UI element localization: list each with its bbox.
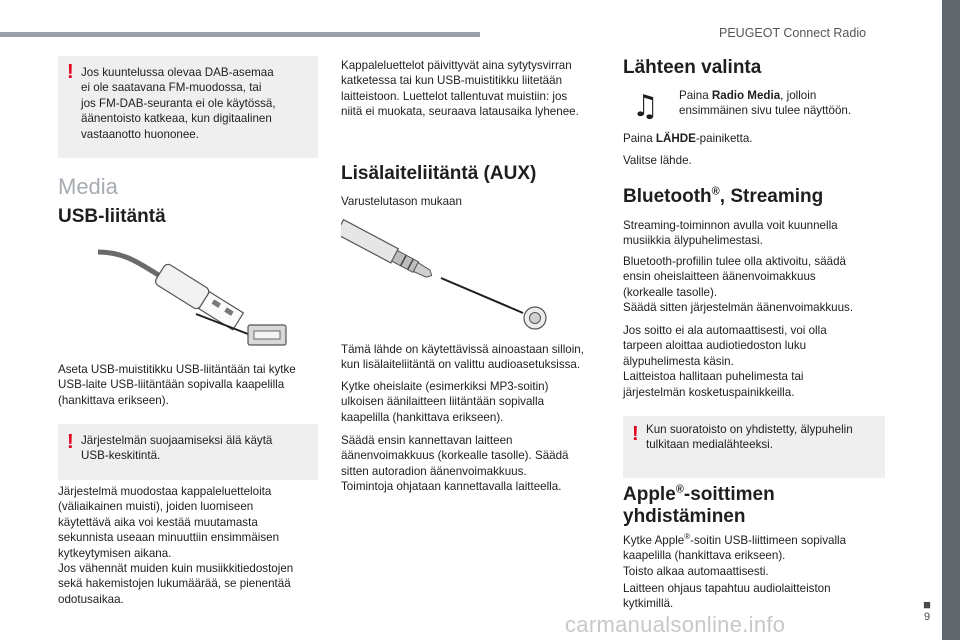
aux-source-note: Tämä lähde on käytettävissä ainoastaan silloin, kun lisälaiteliitäntä on valittu audioasetuksissa. [341, 343, 584, 372]
page-number: ■ 9 [923, 597, 931, 623]
usb-instruction: Aseta USB-muistitikku USB-liitäntään tai kytke USB-laite USB-liitäntään sopivalla kaapelilla (hankittava erikseen). [58, 363, 296, 407]
warning-text-usb-hub: Järjestelmän suojaamiseksi älä käytä USB-keskitintä. [81, 434, 273, 463]
bluetooth-intro: Streaming-toiminnon avulla voit kuunnella musiikkia älypuhelimestasi. [623, 219, 838, 248]
aux-volume-text: Säädä ensin kannettavan laitteen äänenvoimakkuus (korkealle tasolle). Säädä sitten autoradion äänenvoimakkuus. Toimintoja ohjataan kannettavalla laitteella. [341, 434, 569, 494]
usb-connector-illustration [98, 242, 294, 346]
warning-text-streaming: Kun suoratoisto on yhdistetty, älypuhelin tulkitaan medialähteeksi. [646, 423, 853, 452]
watermark: carmanualsonline.info [565, 612, 786, 637]
aux-availability: Varustelutason mukaan [341, 195, 462, 208]
music-note-icon: ♫ [632, 89, 659, 124]
warning-box-streaming [623, 416, 885, 478]
apple-connect-text: Kytke Apple®-soitin USB-liittimeen sopivalla kaapelilla (hankittava erikseen). Toisto alkaa automaattisesti. [623, 532, 847, 578]
warning-box-dab [58, 56, 318, 158]
warning-icon: ! [67, 61, 74, 83]
apple-control-text: Laitteen ohjaus tapahtuu audiolaitteiston kytkimillä. [623, 582, 831, 611]
aux-jack-illustration [341, 216, 551, 338]
page-side-tab [942, 0, 960, 640]
aux-connect-text: Kytke oheislaite (esimerkiksi MP3-soitin) ulkoisen äänilaitteen liitäntään sopivalla kaapelilla (hankittava erikseen). [341, 380, 549, 424]
bluetooth-profile-text: Bluetooth-profiilin tulee olla aktivoitu, säädä ensin oheislaitteen äänenvoimakkuus (korkealle tasolle). Säädä sitten järjestelmän äänenvoimakkuus. [623, 255, 854, 315]
heading-aux: Lisälaiteliitäntä (AUX) [341, 163, 537, 184]
heading-apple-connection: Apple®-soittimen yhdistäminen [623, 483, 775, 527]
playlist-update-text: Kappaleluettelot päivittyvät aina sytytysvirran katketessa tai kun USB-muistitikku liitetään laitteistoon. Luettelot tallentuvat muistiin: jos niitä ei muokata, seuraava latausaika lyhenee. [341, 59, 579, 119]
warning-text-dab: Jos kuuntelussa olevaa DAB-asemaa ei ole saatavana FM-muodossa, tai jos FM-DAB-seuranta ei ole käytössä, äänentoisto katkeaa, kun digitaalinen vastaanotto huononee. [81, 66, 276, 141]
select-source-text: Valitse lähde. [623, 154, 692, 167]
warning-box-usb-hub [58, 424, 318, 480]
playlist-creation-text: Järjestelmä muodostaa kappaleluetteloita (väliaikainen muisti), joiden luomiseen käytettävä aika voi kestää muutamasta sekunnista useaan minuuttiin ensimmäisen kytkeytymisen aikana. Jos vähennät muiden kuin musiikkitiedostojen sekä hakemistojen lukumäärää, se pienentää odotusaikaa. [58, 485, 294, 606]
radio-media-instruction: Paina Radio Media, jolloin ensimmäinen sivu tulee näyttöön. [679, 89, 852, 118]
header-rule [0, 32, 480, 37]
heading-usb: USB-liitäntä [58, 206, 166, 227]
header-title: PEUGEOT Connect Radio [719, 26, 867, 40]
heading-bluetooth-streaming: Bluetooth®, Streaming [623, 185, 824, 207]
bluetooth-playback-text: Jos soitto ei ala automaattisesti, voi olla tarpeen aloittaa audiotiedoston luku älypuhelimesta käsin. Laitteistoa hallitaan puhelimesta tai järjestelmän kosketuspainikkeilla. [623, 324, 827, 399]
lahde-instruction: Paina LÄHDE-painiketta. [623, 132, 753, 145]
warning-icon: ! [67, 431, 74, 453]
warning-icon: ! [632, 423, 639, 445]
section-title-media: Media [58, 174, 118, 199]
heading-source-selection: Lähteen valinta [623, 57, 762, 78]
